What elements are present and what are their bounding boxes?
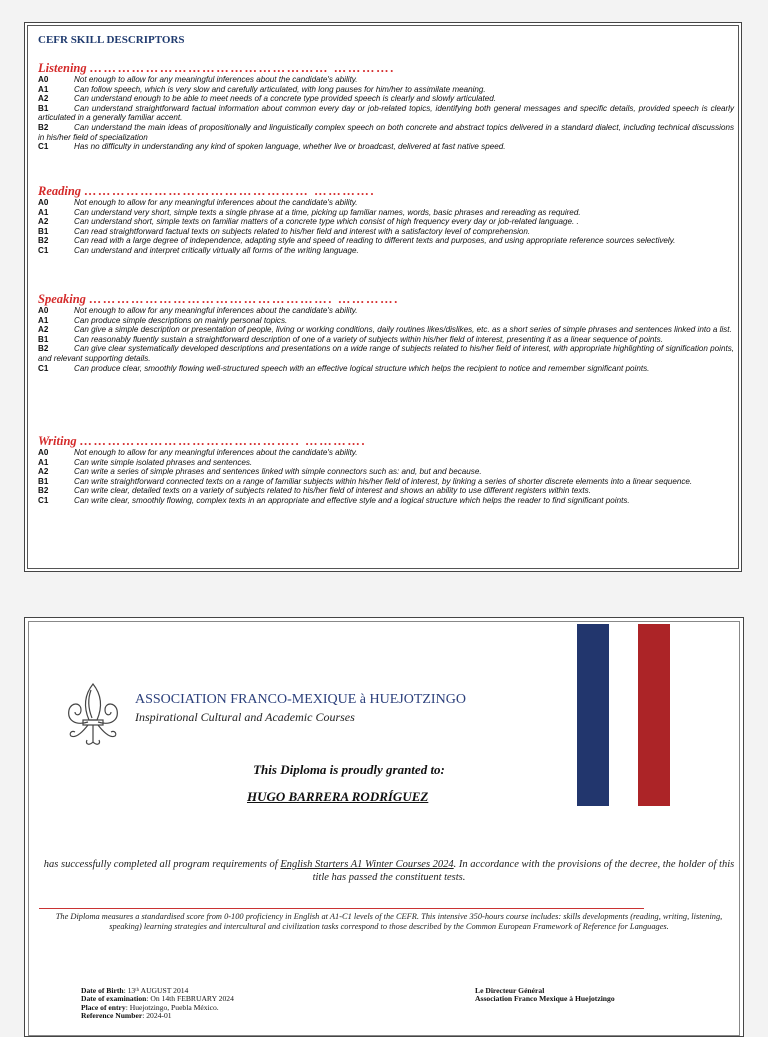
- fleur-de-lis-icon: [61, 680, 125, 750]
- diploma-page: [24, 617, 744, 1037]
- section-speaking: [38, 292, 734, 373]
- descriptor-row: [38, 85, 734, 95]
- descriptor-text: Not enough to allow for any meaningful inferences about the candidate's ability.: [74, 75, 358, 84]
- level-code: B1: [38, 226, 49, 236]
- course-name: English Starters A1 Winter Courses 2024: [280, 859, 454, 870]
- diploma-measure-text: The Diploma measures a standardised score from 0-100 proficiency in English at A1-C1 levels of the CEFR. This intensive 350-hours course includes: skills developments (reading, writing, listening, speaking) learning strategies and intercultural and civilization tasks correspond to those described by the Common European Framework of Reference for Languages.: [55, 912, 723, 932]
- level-code: C1: [38, 245, 49, 255]
- signer-block: [475, 987, 615, 1004]
- descriptor-row: [38, 306, 734, 316]
- descriptor-text: Can reasonably fluently sustain a straightforward description of one of a variety of subjects within his/her field of interest, presenting it as a linear sequence of points.: [74, 334, 663, 344]
- descriptor-row: [38, 467, 734, 477]
- descriptor-text: Has no difficulty in understanding any kind of spoken language, whether live or broadcast, delivered at fast native speed.: [74, 142, 506, 152]
- descriptor-text: Can write clear, smoothly flowing, complex texts in an appropriate and effective style and a logical structure which helps the reader to find significant points.: [74, 495, 630, 505]
- section-reading: [38, 184, 734, 256]
- descriptor-row: [38, 142, 734, 152]
- level-code: A1: [38, 84, 49, 94]
- descriptor-text: Can understand short, simple texts on familiar matters of a concrete type which consist of high frequency every day or job-related language. .: [74, 217, 579, 227]
- section-heading-label: Listening: [38, 61, 87, 75]
- descriptor-row: [38, 198, 734, 208]
- descriptor-text: Can understand and interpret critically virtually all forms of the writing language.: [74, 245, 359, 255]
- descriptor-row: [38, 246, 734, 256]
- level-code: B1: [38, 103, 49, 113]
- descriptor-text: Can give clear systematically developed descriptions and presentations on a wide range of subjects related to his/her field of interest, with appropriate highlighting of signification points, and relevant supporting details.: [38, 344, 734, 363]
- section-writing: [38, 434, 734, 506]
- cefr-page: [24, 22, 742, 572]
- section-heading-label: Reading: [38, 184, 82, 198]
- level-code: A0: [38, 75, 49, 84]
- descriptor-text: Can understand straightforward factual information about common every day or job-related topics, identifying both general messages and specific details, provided speech is clearly articulated in a generally familiar accent.: [38, 103, 734, 123]
- flag-red-band: [638, 624, 670, 806]
- level-code: B2: [38, 122, 49, 132]
- level-code: C1: [38, 142, 49, 152]
- descriptor-text: Can understand enough to be able to meet needs of a concrete type provided speech is clearly and slowly articulated.: [74, 94, 497, 104]
- descriptor-row: [38, 344, 734, 363]
- descriptor-row: [38, 335, 734, 345]
- level-code: A0: [38, 306, 49, 315]
- descriptor-row: [38, 486, 734, 496]
- section-heading-label: Speaking: [38, 292, 86, 306]
- level-code: C1: [38, 363, 49, 373]
- descriptor-row: [38, 236, 734, 246]
- level-code: B2: [38, 486, 49, 496]
- cefr-inner-border: [27, 25, 739, 569]
- level-code: B2: [38, 344, 49, 354]
- descriptor-text: Can write straightforward connected texts on a range of familiar subjects within his/her field of interest, by linking a series of shorter discrete elements into a linear sequence.: [74, 476, 693, 486]
- detail-row: Reference Number: 2024-01: [81, 1011, 172, 1021]
- completion-statement: [39, 858, 739, 884]
- descriptor-row: [38, 94, 734, 104]
- descriptor-row: [38, 104, 734, 123]
- level-code: B1: [38, 334, 49, 344]
- section-heading-label: Writing: [38, 434, 77, 448]
- descriptor-row: [38, 496, 734, 506]
- association-name: ASSOCIATION FRANCO-MEXIQUE à HUEJOTZINGO: [135, 692, 466, 707]
- section-heading-dots: …………………………………………… ………….: [89, 61, 396, 75]
- signer-title: Le Directeur Général: [475, 986, 545, 995]
- section-heading: [38, 434, 734, 448]
- recipient-name: HUGO BARRERA RODRÍGUEZ: [247, 789, 429, 804]
- level-code: A2: [38, 94, 49, 104]
- level-code: A2: [38, 325, 49, 335]
- level-code: A2: [38, 467, 49, 477]
- cefr-title: CEFR SKILL DESCRIPTORS: [38, 34, 185, 46]
- descriptor-row: [38, 123, 734, 142]
- descriptor-text: Not enough to allow for any meaningful inferences about the candidate's ability.: [74, 198, 358, 207]
- descriptor-text: Can give a simple description or presentation of people, living or working conditions, daily routines likes/dislikes, etc. as a short series of simple phrases and sentences linked into a list.: [74, 325, 732, 335]
- descriptor-text: Can write a series of simple phrases and sentences linked with simple connectors such as: and, but and because.: [74, 467, 482, 477]
- diploma-inner-border: [28, 621, 740, 1036]
- descriptor-text: Can understand the main ideas of propositionally and linguistically complex speech on both concrete and abstract topics delivered in a standard dialect, including technical discussions in his/her field of specialization: [38, 122, 734, 142]
- level-code: C1: [38, 495, 49, 505]
- descriptor-text: Can follow speech, which is very slow and carefully articulated, with long pauses for him/her to assimilate meaning.: [74, 84, 486, 94]
- flag-blue-band: [577, 624, 609, 806]
- section-heading: [38, 61, 734, 75]
- detail-row: Date of examination: On 14th FEBRUARY 2024: [81, 994, 234, 1004]
- descriptor-text: Can write simple isolated phrases and sentences.: [74, 457, 253, 467]
- level-code: A0: [38, 448, 49, 457]
- detail-row: Date of Birth: 13ᵗʰ AUGUST 2014: [81, 986, 189, 995]
- completion-suffix: . In accordance with the provisions of the decree, the holder of this title has passed the constituent tests.: [312, 859, 735, 883]
- level-code: B2: [38, 236, 49, 246]
- candidate-details: [81, 987, 234, 1021]
- section-listening: [38, 61, 734, 152]
- level-code: A0: [38, 198, 49, 207]
- detail-row: Place of entry: Huejotzingo, Puebla México.: [81, 1002, 219, 1012]
- descriptor-row: [38, 477, 734, 487]
- descriptor-text: Not enough to allow for any meaningful inferences about the candidate's ability.: [74, 448, 358, 457]
- association-tagline: Inspirational Cultural and Academic Courses: [135, 710, 355, 724]
- section-heading: [38, 292, 734, 306]
- level-code: B1: [38, 476, 49, 486]
- level-code: A1: [38, 457, 49, 467]
- descriptor-text: Can produce clear, smoothly flowing well-structured speech with an effective logical structure which helps the recipient to notice and remember significant points.: [74, 363, 650, 373]
- divider-line: [39, 908, 644, 909]
- section-heading: [38, 184, 734, 198]
- descriptor-row: [38, 364, 734, 374]
- descriptor-text: Can produce simple descriptions on mainly personal topics.: [74, 315, 288, 325]
- descriptor-row: [38, 325, 734, 335]
- descriptor-text: Not enough to allow for any meaningful inferences about the candidate's ability.: [74, 306, 358, 315]
- descriptor-text: Can read straightforward factual texts on subjects related to his/her field and interest with a satisfactory level of comprehension.: [74, 226, 531, 236]
- section-heading-dots: ……………………………………….. ………….: [79, 434, 367, 448]
- descriptor-row: [38, 316, 734, 326]
- descriptor-text: Can read with a large degree of independence, adapting style and speed of reading to different texts and purposes, and using appropriate reference sources selectively.: [74, 236, 676, 246]
- descriptor-row: [38, 227, 734, 237]
- descriptor-row: [38, 217, 734, 227]
- level-code: A1: [38, 207, 49, 217]
- section-heading-dots: ……………………………………………. ………….: [89, 292, 400, 306]
- level-code: A1: [38, 315, 49, 325]
- section-heading-dots: ………………………………………… ………….: [84, 184, 376, 198]
- descriptor-row: [38, 208, 734, 218]
- granted-heading: This Diploma is proudly granted to:: [253, 762, 445, 777]
- descriptor-text: Can understand very short, simple texts a single phrase at a time, picking up familiar names, words, basic phrases and rereading as required.: [74, 207, 581, 217]
- signer-organization: Association Franco Mexique à Huejotzingo: [475, 994, 615, 1004]
- descriptor-row: [38, 448, 734, 458]
- descriptor-text: Can write clear, detailed texts on a variety of subjects related to his/her field of interest and shows an ability to use different registers within texts.: [74, 486, 591, 496]
- completion-prefix: has successfully completed all program requirements of: [43, 859, 281, 870]
- level-code: A2: [38, 217, 49, 227]
- descriptor-row: [38, 75, 734, 85]
- descriptor-row: [38, 458, 734, 468]
